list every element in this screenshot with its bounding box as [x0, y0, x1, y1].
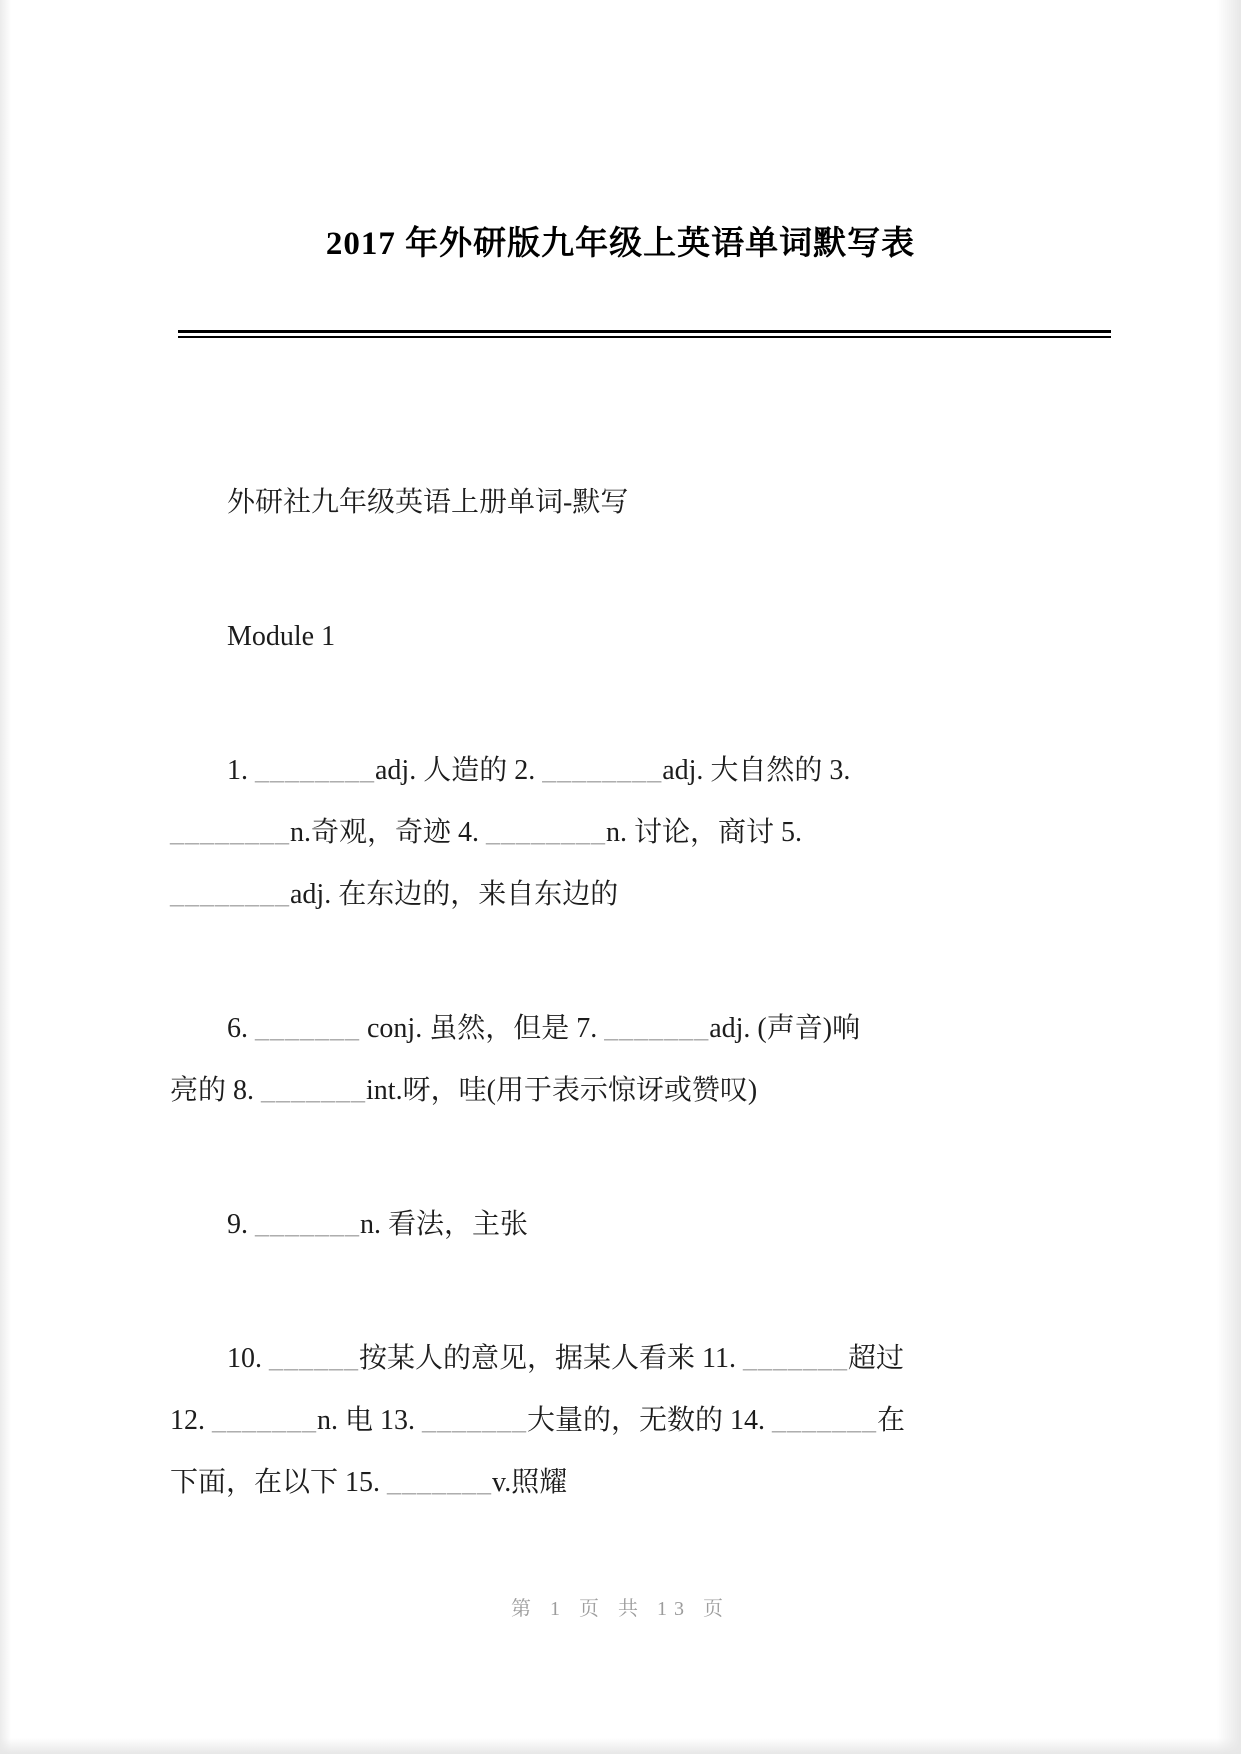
vocab-line: 10. ______按某人的意见，据某人看来 11. _______超过: [227, 1343, 904, 1374]
answer-blank: ________: [170, 817, 290, 848]
paragraph-module-heading: [170, 606, 1113, 668]
answer-blank: _______: [422, 1405, 528, 1436]
answer-blank: _______: [387, 1467, 493, 1498]
vocab-line: 6. _______ conj. 虽然，但是 7. _______adj. (声音)响: [227, 1013, 861, 1044]
paragraph-items-1-5: [170, 740, 1113, 926]
vocab-line: 12. _______n. 电 13. _______大量的，无数的 14. _______在: [170, 1405, 906, 1436]
paragraph-items-6-8: [170, 998, 1113, 1122]
page-edge-bottom: [0, 1738, 1241, 1754]
answer-blank: ________: [542, 755, 663, 786]
title-divider-rule: [178, 330, 1111, 338]
vocab-line: 亮的 8. _______int.呀，哇(用于表示惊讶或赞叹): [170, 1075, 758, 1106]
answer-blank: ________: [486, 817, 607, 848]
vocab-line: 1. ________adj. 人造的 2. ________adj. 大自然的 3.: [227, 755, 851, 786]
subtitle-line: 外研社九年级英语上册单词-默写: [227, 487, 629, 518]
answer-blank: ________: [255, 755, 375, 786]
vocab-line: 9. _______n. 看法，主张: [227, 1209, 529, 1240]
paragraph-subtitle: [170, 472, 1113, 534]
answer-blank: _______: [255, 1209, 360, 1240]
paragraph-items-10-15: [170, 1328, 1113, 1514]
answer-blank: _______: [772, 1405, 878, 1436]
answer-blank: _______: [255, 1013, 360, 1044]
document-title: 2017 年外研版九年级上英语单词默写表: [325, 226, 916, 262]
answer-blank: ________: [170, 879, 290, 910]
answer-blank: _______: [742, 1343, 848, 1374]
vocab-line: ________adj. 在东边的，来自东边的: [170, 879, 619, 910]
answer-blank: _______: [212, 1405, 317, 1436]
module-heading-line: Module 1: [227, 621, 336, 652]
answer-blank: _______: [261, 1075, 367, 1106]
paragraph-item-9: [170, 1194, 1113, 1256]
page-number-footer: 第 1 页 共 13 页: [511, 1598, 730, 1620]
vocab-line: 下面，在以下 15. _______v.照耀: [170, 1467, 568, 1498]
vocab-line: ________n.奇观，奇迹 4. ________n. 讨论，商讨 5.: [170, 817, 803, 848]
document-body: [170, 472, 1113, 1514]
answer-blank: _______: [604, 1013, 710, 1044]
answer-blank: ______: [269, 1343, 359, 1374]
